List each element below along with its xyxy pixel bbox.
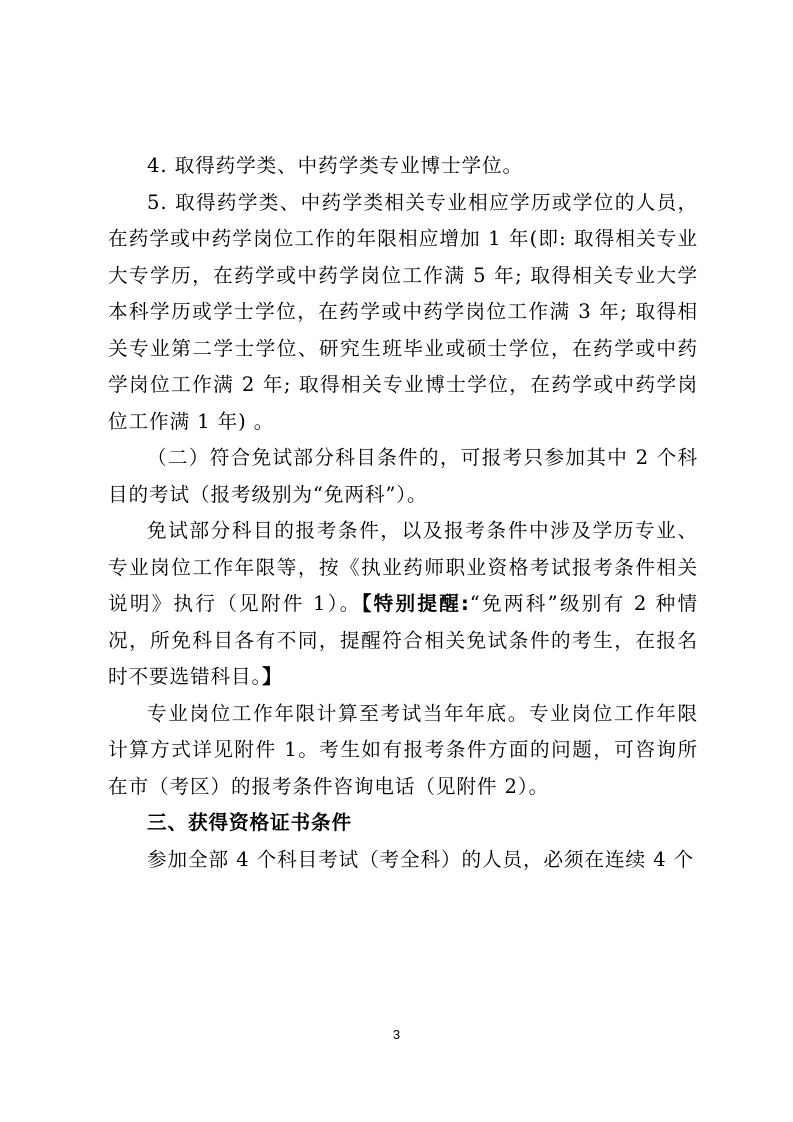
section-3-heading: 三、获得资格证书条件 (147, 811, 352, 834)
reminder-text: “免两科”级别有 2 种情况，所免科目各有不同，提醒符合相关免试条件的考生，在报名时不要选错科目。 (108, 592, 698, 688)
item-4: 4. 取得药学类、中药学类专业博士学位。 (147, 154, 524, 177)
page-number: 3 (392, 1027, 401, 1042)
reminder-close: 】 (262, 665, 283, 688)
reminder-label: 【特别提醒: (361, 592, 470, 615)
exempt-conditions-paragraph (108, 513, 698, 696)
document-body (108, 148, 698, 878)
full-exam-paragraph: 参加全部 4 个科目考试（考全科）的人员，必须在连续 4 个 (147, 847, 695, 871)
section-2-paragraph: （二）符合免试部分科目条件的，可报考只参加其中 2 个科目的考试（报考级别为“免两科”）。 (108, 446, 698, 506)
item-5: 5. 取得药学类、中药学类相关专业相应学历或学位的人员，在药学或中药学岗位工作的年限相应增加 1 年(即: 取得相关专业大专学历，在药学或中药学岗位工作满 5 年; 取得相关专业大学本科学历或学士学位，在药学或中药学岗位工作满 3 年; 取得相关专业第二学士学位、研究生班毕业或硕士学位，在药学或中药学岗位工作满 2 年; 取得相关专业博士学位，在药学或中药学岗位工作满 1 年) 。 (108, 190, 698, 433)
exempt-intro-text: 免试部分科目的报考条件，以及报考条件中涉及学历专业、专业岗位工作年限等，按《执业药师职业资格考试报考条件相关说明》执行（见附件 1）。 (108, 519, 698, 615)
work-years-paragraph: 专业岗位工作年限计算至考试当年年底。专业岗位工作年限计算方式详见附件 1。考生如有报考条件方面的问题，可咨询所在市（考区）的报考条件咨询电话（见附件 2）。 (108, 701, 698, 798)
